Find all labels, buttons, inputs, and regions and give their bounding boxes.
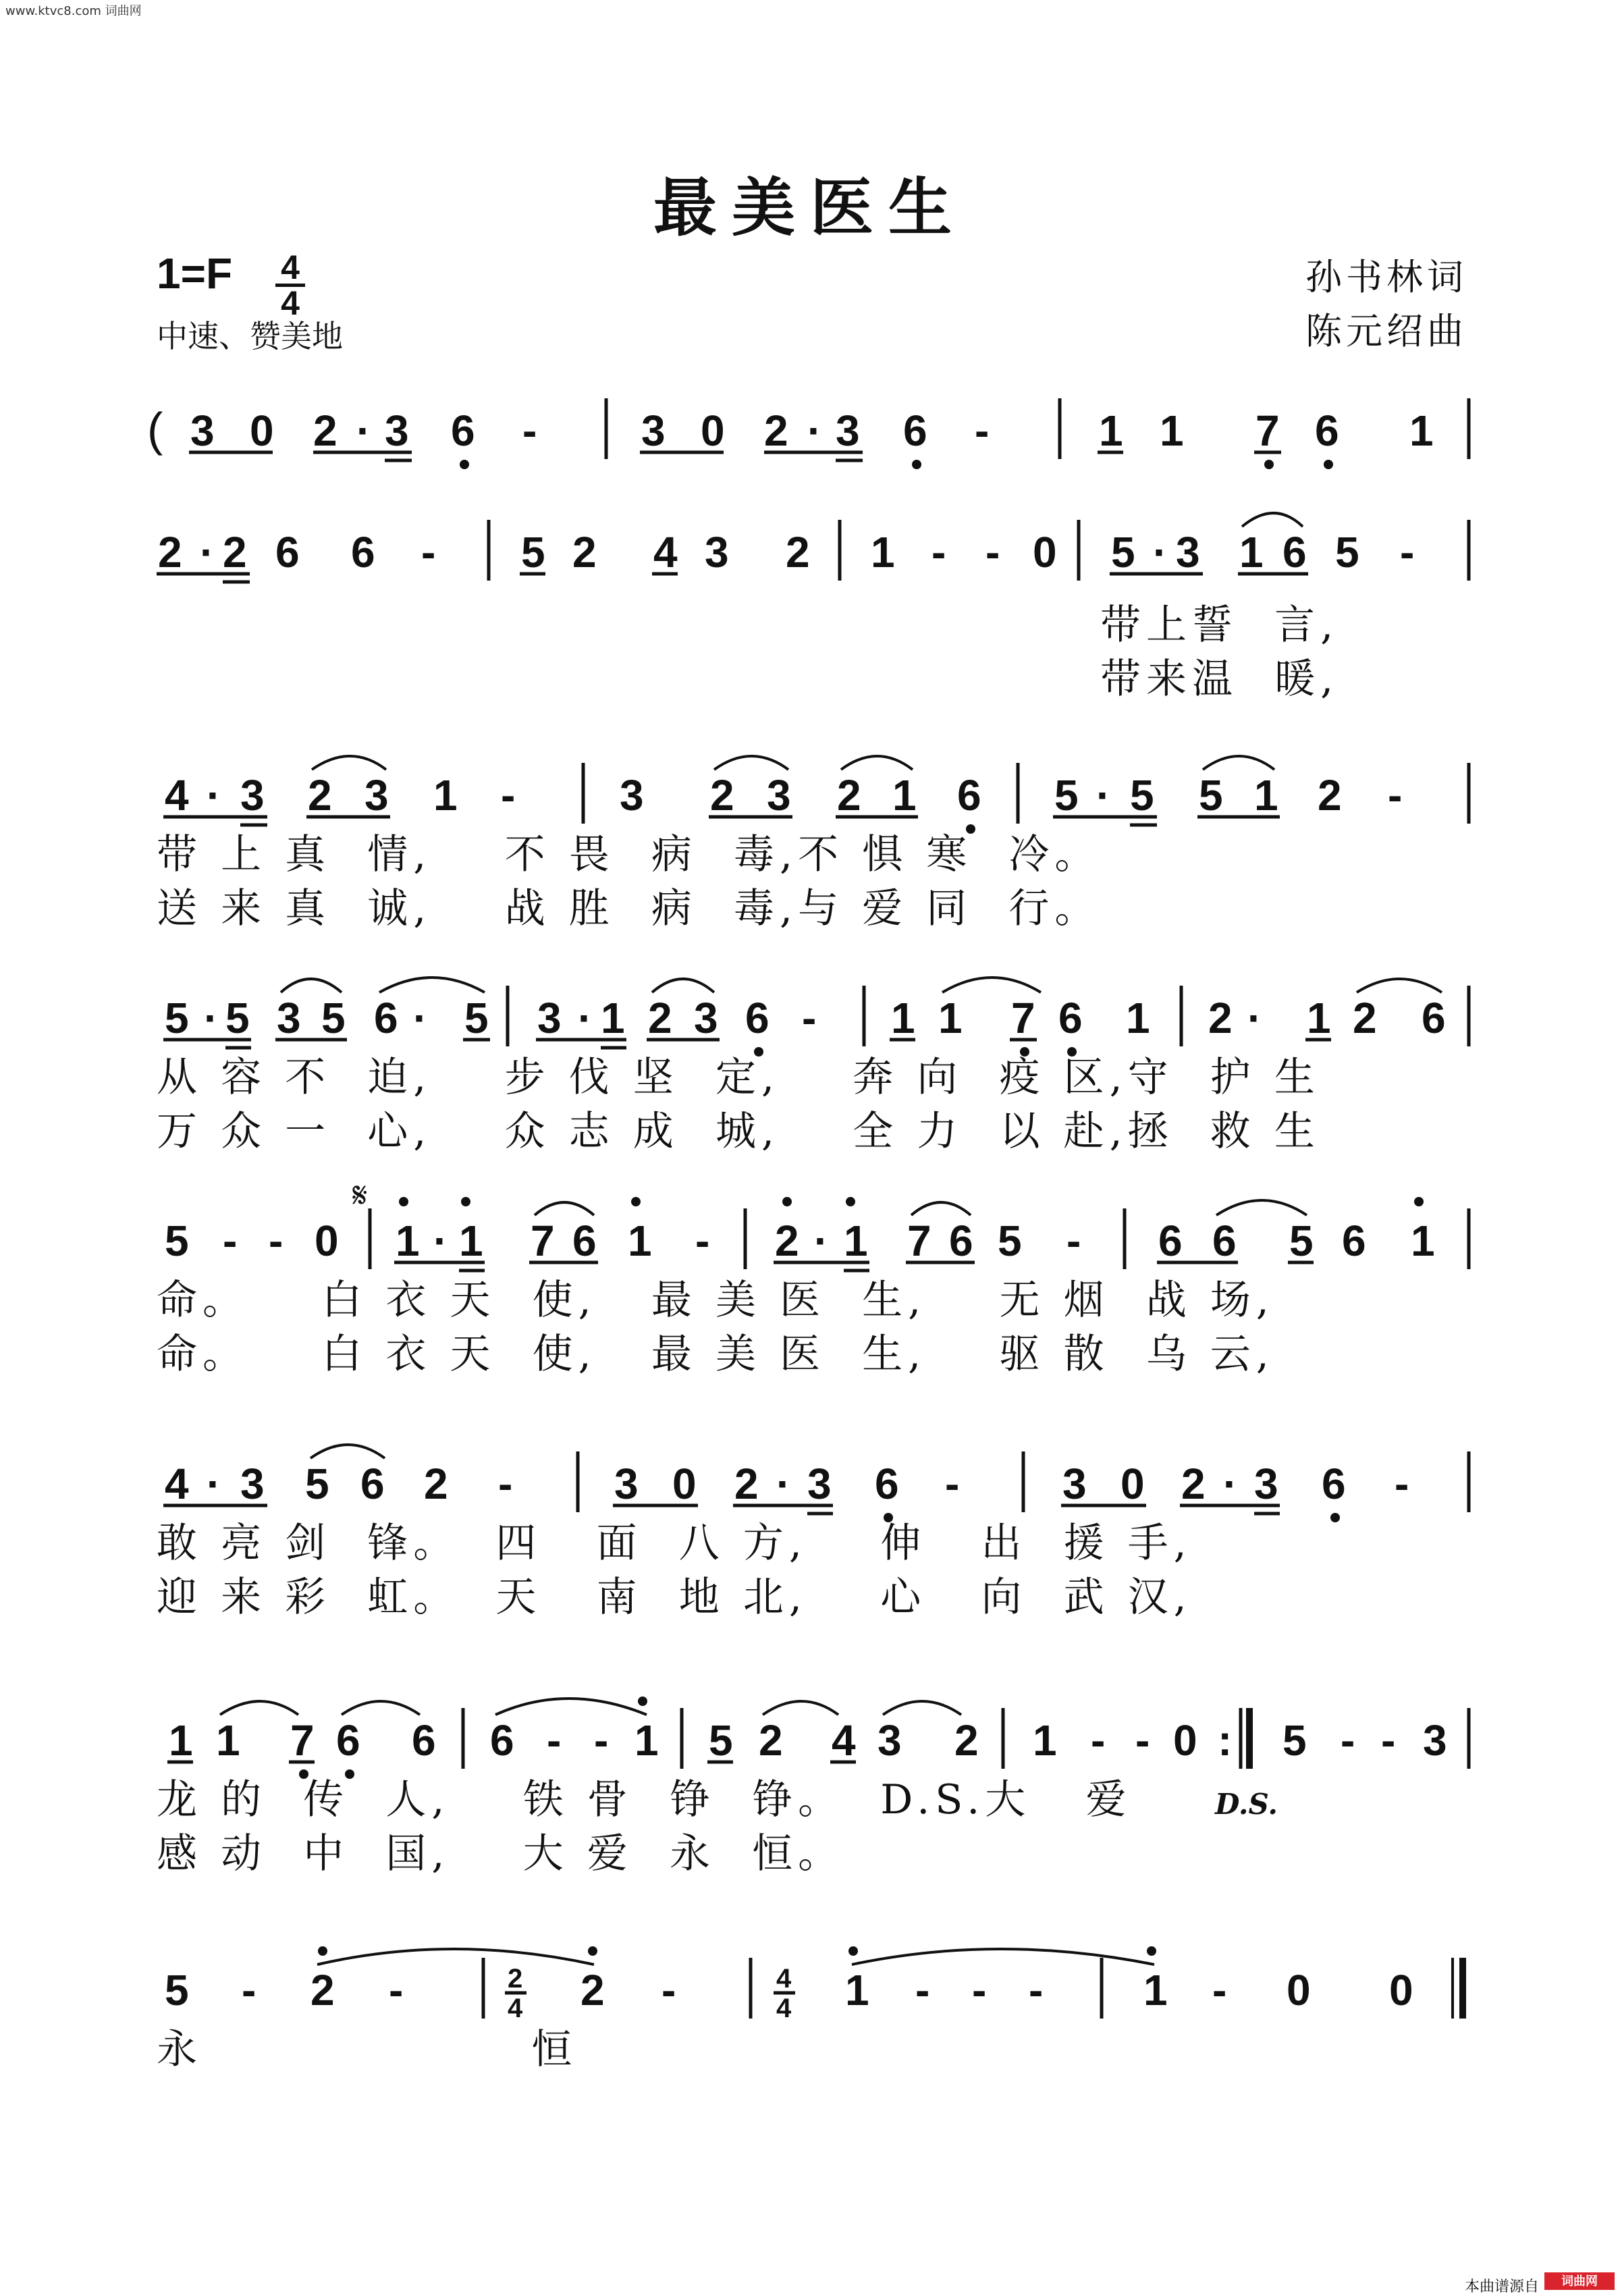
svg-text:·: · — [1096, 771, 1111, 820]
svg-text:-: - — [1212, 1966, 1227, 2014]
svg-text:-: - — [498, 1460, 513, 1508]
svg-text:0: 0 — [672, 1460, 697, 1508]
svg-text:3: 3 — [385, 406, 409, 455]
svg-text:1: 1 — [871, 528, 895, 577]
svg-text:5: 5 — [225, 994, 250, 1042]
footer-logo: 词曲网 — [1544, 2272, 1615, 2290]
svg-text:3: 3 — [878, 1716, 902, 1765]
svg-text:1: 1 — [169, 1716, 193, 1765]
svg-text:2: 2 — [223, 528, 247, 577]
svg-text:-: - — [1066, 1217, 1081, 1265]
svg-text:1: 1 — [1143, 1966, 1168, 2014]
svg-text::: : — [1218, 1716, 1233, 1765]
svg-text:2: 2 — [1318, 771, 1342, 820]
svg-text:6: 6 — [1322, 1460, 1346, 1508]
svg-text:0: 0 — [1033, 528, 1057, 577]
svg-text:1: 1 — [1254, 771, 1278, 820]
svg-text:2: 2 — [734, 1460, 759, 1508]
svg-text:3: 3 — [240, 771, 265, 820]
lyric-line-5-1: 命。 白 衣 天 使, 最 美 医 生, 无 烟 战 场, — [157, 1277, 1274, 1324]
svg-text:-: - — [1400, 528, 1415, 577]
svg-text:1: 1 — [396, 1217, 420, 1265]
svg-text:5: 5 — [709, 1716, 733, 1765]
svg-text:2: 2 — [313, 406, 338, 455]
svg-text:5: 5 — [305, 1460, 329, 1508]
score-system-6 — [0, 1431, 1620, 1654]
lyric-line-2-1: 带上誓 言, — [1100, 602, 1339, 649]
svg-text:3: 3 — [1423, 1716, 1447, 1765]
svg-text:6: 6 — [490, 1716, 514, 1765]
svg-text:6: 6 — [572, 1217, 597, 1265]
svg-text:-: - — [972, 1966, 987, 2014]
svg-text:1: 1 — [459, 1217, 483, 1265]
svg-text:(: ( — [147, 403, 163, 456]
svg-text:1: 1 — [891, 994, 915, 1042]
svg-text:-: - — [986, 528, 1000, 577]
svg-text:1: 1 — [938, 994, 963, 1042]
svg-text:·: · — [1153, 528, 1168, 577]
segno-sign: 𝄋 — [352, 1175, 368, 1216]
lyric-line-4-1: 从 容 不 迫, 步 伐 坚 定, 奔 向 疫 区,守 护 生 — [157, 1054, 1320, 1101]
svg-text:2: 2 — [424, 1460, 448, 1508]
svg-text:3: 3 — [190, 406, 215, 455]
svg-text:4: 4 — [653, 528, 678, 577]
svg-text:0: 0 — [701, 406, 725, 455]
score-system-4 — [0, 965, 1620, 1188]
svg-text:2: 2 — [786, 528, 810, 577]
svg-text:·: · — [200, 528, 215, 577]
svg-text:1: 1 — [1409, 406, 1434, 455]
svg-text:1: 1 — [1307, 994, 1331, 1042]
svg-text:·: · — [578, 994, 593, 1042]
svg-text:1: 1 — [1239, 528, 1264, 577]
svg-text:5: 5 — [1282, 1716, 1307, 1765]
svg-text:2: 2 — [572, 528, 597, 577]
svg-text:-: - — [547, 1716, 562, 1765]
lyric-line-7-2: 感 动 中 国, 大 爱 永 恒。 — [157, 1830, 844, 1877]
svg-text:-: - — [1029, 1966, 1044, 2014]
lyricist-credit: 孙书林词 — [1305, 256, 1467, 298]
svg-text:0: 0 — [1120, 1460, 1145, 1508]
svg-text:7: 7 — [531, 1217, 555, 1265]
svg-text:1: 1 — [1160, 406, 1184, 455]
score-system-5 — [0, 1175, 1620, 1411]
svg-text:·: · — [356, 406, 371, 455]
svg-text:4: 4 — [832, 1716, 856, 1765]
svg-text:6: 6 — [351, 528, 375, 577]
svg-text:5: 5 — [1130, 771, 1154, 820]
svg-text:5: 5 — [1199, 771, 1223, 820]
lyric-line-5-2: 命。 白 衣 天 使, 最 美 医 生, 驱 散 乌 云, — [157, 1331, 1274, 1378]
svg-text:1: 1 — [216, 1716, 240, 1765]
svg-text:7: 7 — [1256, 406, 1280, 455]
time-sig-numerator: 4 — [281, 248, 300, 286]
svg-text:1: 1 — [1033, 1716, 1057, 1765]
svg-text:2: 2 — [1353, 994, 1377, 1042]
svg-text:3: 3 — [705, 528, 729, 577]
score-system-7 — [0, 1688, 1620, 1911]
svg-text:5: 5 — [464, 994, 489, 1042]
composer-credit: 陈元绍曲 — [1305, 310, 1467, 352]
lyric-line-2-2: 带来温 暖, — [1100, 656, 1339, 703]
svg-text:6: 6 — [412, 1716, 436, 1765]
svg-text:·: · — [433, 1217, 448, 1265]
score-system-2 — [0, 500, 1620, 722]
time-sig-denominator: 4 — [275, 284, 305, 319]
svg-text:2: 2 — [1181, 1460, 1206, 1508]
svg-text:·: · — [204, 994, 219, 1042]
svg-text:2: 2 — [710, 771, 734, 820]
lyric-line-6-1: 敢 亮 剑 锋。 四 面 八 方, 伸 出 援 手, — [157, 1520, 1192, 1567]
svg-text:3: 3 — [694, 994, 718, 1042]
svg-text:-: - — [932, 528, 946, 577]
svg-text:1: 1 — [892, 771, 917, 820]
svg-text:-: - — [945, 1460, 960, 1508]
svg-text:5: 5 — [1111, 528, 1135, 577]
lyric-line-4-2: 万 众 一 心, 众 志 成 城, 全 力 以 赴,拯 救 生 — [157, 1108, 1320, 1155]
key-signature: 1=F — [157, 249, 233, 298]
svg-text:-: - — [1135, 1716, 1150, 1765]
svg-text:·: · — [1247, 994, 1262, 1042]
svg-text:3: 3 — [1254, 1460, 1278, 1508]
svg-text:-: - — [389, 1966, 404, 2014]
svg-text:5: 5 — [165, 994, 189, 1042]
svg-text:·: · — [814, 1217, 829, 1265]
svg-text:5: 5 — [521, 528, 545, 577]
svg-text:·: · — [413, 994, 428, 1042]
svg-text:0: 0 — [250, 406, 274, 455]
svg-text:2: 2 — [764, 406, 788, 455]
svg-text:1: 1 — [628, 1217, 652, 1265]
notation-row-2 — [0, 500, 1620, 594]
svg-text:3: 3 — [836, 406, 860, 455]
svg-text:-: - — [695, 1217, 710, 1265]
svg-text:5: 5 — [321, 994, 346, 1042]
svg-text:-: - — [522, 406, 537, 455]
lyric-line-3-2: 送 来 真 诚, 战 胜 病 毒,与 爱 同 行。 — [157, 885, 1101, 932]
svg-text:2: 2 — [508, 1964, 523, 1994]
svg-text:-: - — [1091, 1716, 1106, 1765]
svg-text:-: - — [1381, 1716, 1396, 1765]
svg-text:6: 6 — [336, 1716, 360, 1765]
svg-text:6: 6 — [1422, 994, 1446, 1042]
svg-text:7: 7 — [1011, 994, 1035, 1042]
svg-text:3: 3 — [767, 771, 791, 820]
svg-text:3: 3 — [620, 771, 644, 820]
svg-text:3: 3 — [537, 994, 562, 1042]
svg-text:1: 1 — [845, 1966, 869, 2014]
ds-marking: D.S. — [1215, 1788, 1278, 1821]
score-system-8 — [0, 1938, 1620, 2160]
svg-text:-: - — [594, 1716, 609, 1765]
svg-text:-: - — [242, 1966, 256, 2014]
svg-text:6: 6 — [1315, 406, 1339, 455]
lyric-line-8-1: 永 恒 — [157, 2026, 578, 2073]
score-system-3 — [0, 743, 1620, 965]
lyric-line-3-1: 带 上 真 情, 不 畏 病 毒,不 惧 寒 冷。 — [157, 831, 1101, 878]
svg-text:-: - — [662, 1966, 676, 2014]
svg-text:3: 3 — [614, 1460, 639, 1508]
time-signature — [275, 248, 305, 322]
svg-text:2: 2 — [775, 1217, 799, 1265]
svg-text:2: 2 — [310, 1966, 335, 2014]
svg-text:3: 3 — [1176, 528, 1200, 577]
svg-text:0: 0 — [315, 1217, 339, 1265]
svg-text:3: 3 — [641, 406, 666, 455]
svg-text:7: 7 — [907, 1217, 932, 1265]
svg-text:5: 5 — [998, 1217, 1022, 1265]
svg-text:3: 3 — [807, 1460, 832, 1508]
svg-text:6: 6 — [903, 406, 927, 455]
svg-text:1: 1 — [634, 1716, 659, 1765]
svg-text:6: 6 — [949, 1217, 973, 1265]
svg-text:6: 6 — [1158, 1217, 1183, 1265]
svg-text:1: 1 — [1411, 1217, 1435, 1265]
svg-text:-: - — [1388, 771, 1403, 820]
svg-text:6: 6 — [275, 528, 300, 577]
svg-text:6: 6 — [957, 771, 981, 820]
svg-text:6: 6 — [451, 406, 475, 455]
svg-text:5: 5 — [1054, 771, 1079, 820]
svg-text:4: 4 — [508, 1994, 523, 2023]
svg-text:-: - — [1341, 1716, 1355, 1765]
svg-text:·: · — [207, 1460, 221, 1508]
svg-text:6: 6 — [360, 1460, 385, 1508]
svg-text:0: 0 — [1173, 1716, 1197, 1765]
svg-text:4: 4 — [165, 771, 189, 820]
svg-text:3: 3 — [240, 1460, 265, 1508]
svg-text:5: 5 — [1335, 528, 1359, 577]
svg-text:1: 1 — [844, 1217, 868, 1265]
svg-text:-: - — [501, 771, 516, 820]
svg-text:1: 1 — [1099, 406, 1123, 455]
svg-text:-: - — [223, 1217, 238, 1265]
svg-text:2: 2 — [158, 528, 182, 577]
footer-source-text: 本曲谱源自 — [1464, 2278, 1539, 2295]
svg-text:5: 5 — [165, 1217, 189, 1265]
svg-text:·: · — [1223, 1460, 1238, 1508]
svg-text:2: 2 — [759, 1716, 783, 1765]
site-watermark: www.ktvc8.com 词曲网 — [5, 4, 142, 18]
svg-text:-: - — [421, 528, 436, 577]
svg-text:-: - — [802, 994, 817, 1042]
svg-text:6: 6 — [875, 1460, 899, 1508]
svg-text:6: 6 — [374, 994, 398, 1042]
svg-text:3: 3 — [364, 771, 389, 820]
svg-text:0: 0 — [1287, 1966, 1311, 2014]
svg-text:-: - — [975, 406, 990, 455]
svg-text:-: - — [269, 1217, 284, 1265]
svg-text:·: · — [807, 406, 822, 455]
svg-text:2: 2 — [837, 771, 861, 820]
svg-text:5: 5 — [165, 1966, 189, 2014]
svg-text:5: 5 — [1289, 1217, 1314, 1265]
svg-text:3: 3 — [277, 994, 301, 1042]
svg-text:·: · — [776, 1460, 791, 1508]
notation-row-1 — [0, 378, 1620, 473]
svg-text:2: 2 — [648, 994, 672, 1042]
svg-text:4: 4 — [776, 1964, 792, 1994]
svg-text:7: 7 — [290, 1716, 315, 1765]
tempo-marking: 中速、赞美地 — [157, 318, 343, 354]
svg-text:4: 4 — [165, 1460, 189, 1508]
svg-text:3: 3 — [1062, 1460, 1087, 1508]
svg-text:-: - — [1395, 1460, 1409, 1508]
svg-text:6: 6 — [1058, 994, 1083, 1042]
svg-text:2: 2 — [1208, 994, 1233, 1042]
svg-text:-: - — [915, 1966, 930, 2014]
song-title: 最美医生 — [653, 171, 967, 245]
lyric-line-6-2: 迎 来 彩 虹。 天 南 地 北, 心 向 武 汉, — [157, 1574, 1192, 1621]
svg-text:1: 1 — [601, 994, 625, 1042]
svg-text:2: 2 — [580, 1966, 605, 2014]
svg-text:2: 2 — [308, 771, 332, 820]
svg-text:·: · — [207, 771, 221, 820]
lyric-line-7-1: 龙 的 传 人, 铁 骨 铮 铮。 D.S.大 爱 — [157, 1776, 1132, 1823]
svg-text:2: 2 — [954, 1716, 979, 1765]
svg-text:4: 4 — [776, 1994, 792, 2023]
svg-text:6: 6 — [1212, 1217, 1237, 1265]
svg-text:0: 0 — [1389, 1966, 1413, 2014]
svg-text:6: 6 — [745, 994, 770, 1042]
svg-text:6: 6 — [1342, 1217, 1366, 1265]
svg-text:1: 1 — [433, 771, 458, 820]
svg-text:1: 1 — [1126, 994, 1150, 1042]
svg-text:6: 6 — [1282, 528, 1307, 577]
